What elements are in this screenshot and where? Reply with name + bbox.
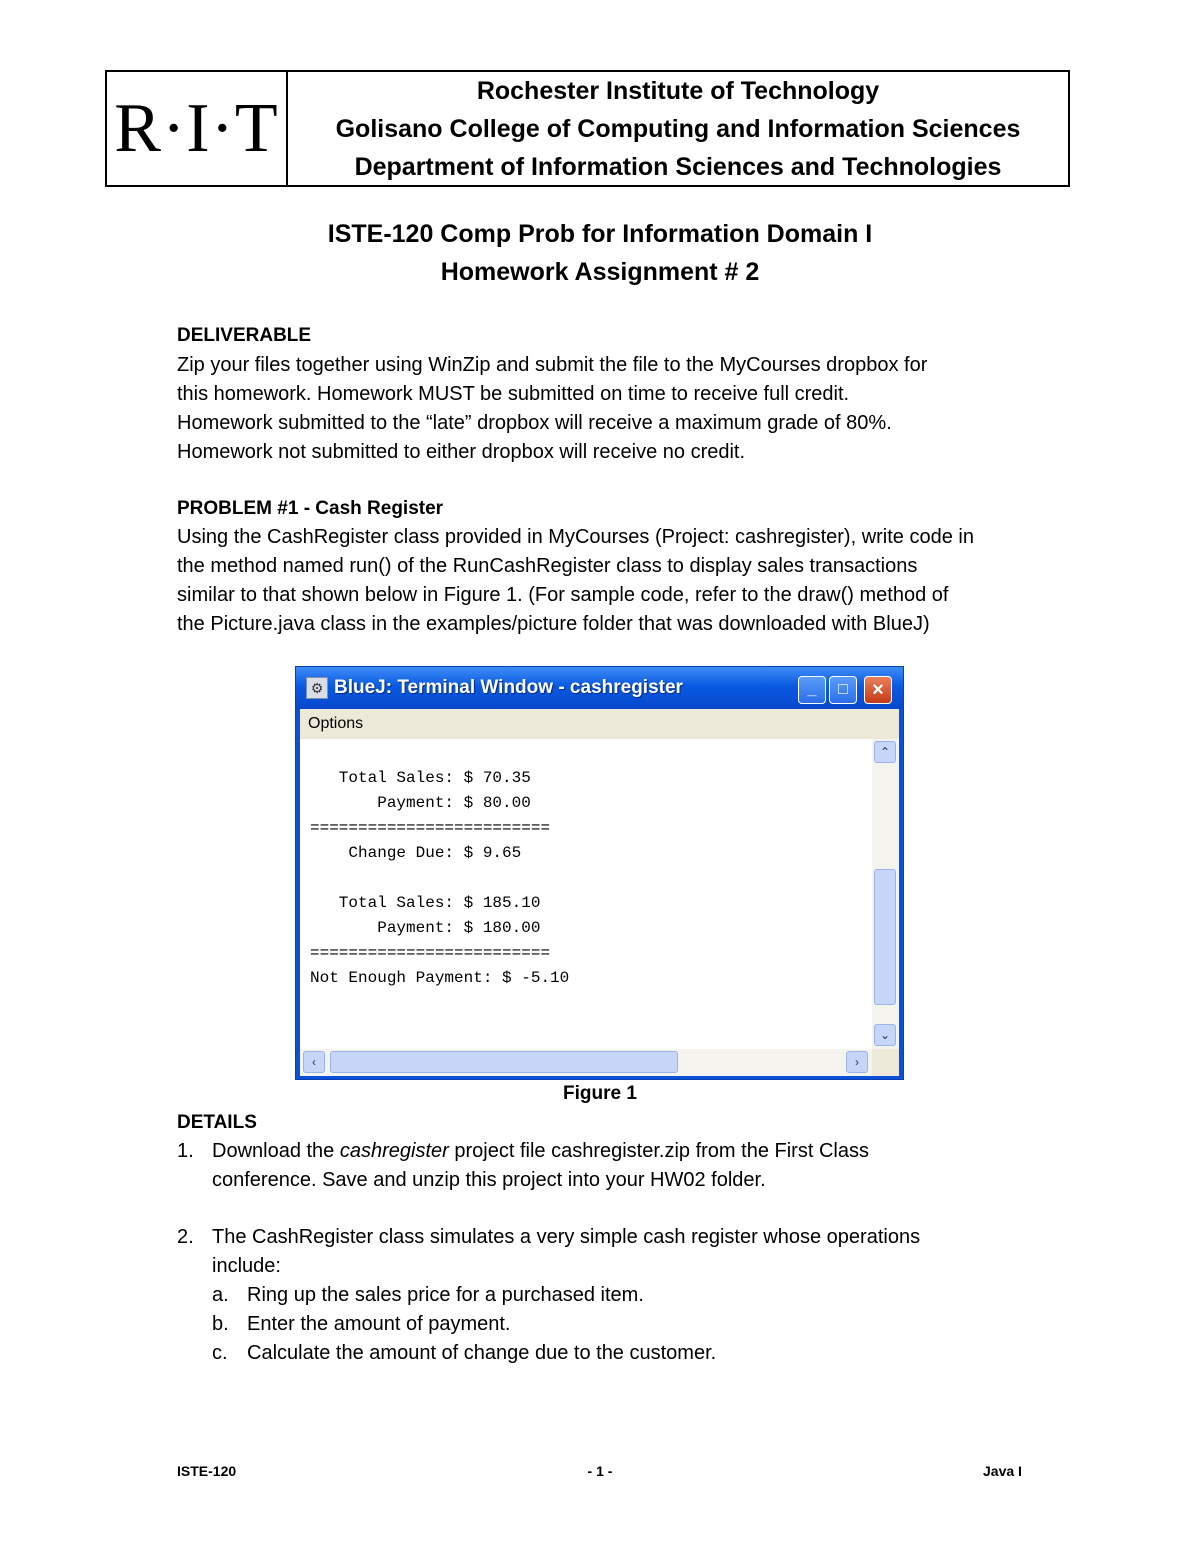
scroll-right-icon[interactable]: › bbox=[846, 1051, 868, 1073]
problem-line: the Picture.java class in the examples/picture folder that was downloaded with BlueJ) bbox=[177, 613, 930, 635]
bluej-app-icon: ⚙ bbox=[306, 677, 328, 699]
vertical-scroll-thumb[interactable] bbox=[874, 869, 896, 1005]
window-title: BlueJ: Terminal Window - cashregister bbox=[334, 677, 683, 698]
rit-logo: R·I·T bbox=[107, 72, 288, 185]
minimize-button[interactable]: _ bbox=[798, 676, 826, 704]
list-item-continuation: conference. Save and unzip this project into your HW02 folder. bbox=[212, 1169, 766, 1191]
terminal-line: Payment: $ 180.00 bbox=[310, 919, 541, 937]
terminal-area bbox=[300, 739, 899, 1076]
college-name: Golisano College of Computing and Information Sciences bbox=[335, 114, 1021, 143]
deliverable-line: this homework. Homework MUST be submitted on time to receive full credit. bbox=[177, 383, 850, 405]
horizontal-scroll-thumb[interactable] bbox=[330, 1051, 678, 1073]
problem-line: the method named run() of the RunCashRegister class to display sales transactions bbox=[177, 555, 918, 577]
department-name: Department of Information Sciences and Technologies bbox=[354, 152, 1002, 181]
institute-name: Rochester Institute of Technology bbox=[476, 76, 880, 105]
terminal-line: Not Enough Payment: $ -5.10 bbox=[310, 969, 570, 987]
terminal-line: ========================= bbox=[310, 944, 551, 962]
list-number: 1. bbox=[177, 1140, 194, 1162]
terminal-line: ========================= bbox=[310, 819, 551, 837]
footer-left: ISTE-120 bbox=[177, 1463, 237, 1479]
list-item-continuation: include: bbox=[212, 1255, 281, 1277]
scroll-up-icon[interactable]: ⌃ bbox=[874, 741, 896, 763]
scroll-down-icon[interactable]: ⌄ bbox=[874, 1024, 896, 1046]
problem-text bbox=[177, 523, 1057, 639]
menu-options[interactable]: Options bbox=[308, 715, 364, 732]
terminal-output[interactable] bbox=[300, 739, 872, 1049]
header-text bbox=[288, 72, 1068, 185]
course-title: ISTE-120 Comp Prob for Information Domain I bbox=[327, 220, 873, 248]
menu-bar bbox=[300, 709, 899, 739]
scroll-left-icon[interactable]: ‹ bbox=[303, 1051, 325, 1073]
figure-caption: Figure 1 bbox=[563, 1083, 637, 1104]
vertical-scrollbar[interactable] bbox=[872, 739, 899, 1049]
footer-right: Java I bbox=[983, 1463, 1022, 1479]
page-number: - 1 - bbox=[587, 1463, 613, 1479]
deliverable-line: Homework not submitted to either dropbox will receive no credit. bbox=[177, 441, 746, 463]
assignment-title: Homework Assignment # 2 bbox=[440, 258, 760, 286]
problem-line: Using the CashRegister class provided in MyCourses (Project: cashregister), write code in bbox=[177, 526, 974, 548]
terminal-line: Total Sales: $ 185.10 bbox=[310, 894, 541, 912]
terminal-line: Change Due: $ 9.65 bbox=[310, 844, 522, 862]
project-name: cashregister bbox=[339, 1140, 449, 1162]
deliverable-text bbox=[177, 351, 1057, 467]
horizontal-scrollbar[interactable] bbox=[300, 1049, 872, 1076]
deliverable-line: Homework submitted to the “late” dropbox will receive a maximum grade of 80%. bbox=[177, 412, 892, 434]
problem-heading: PROBLEM #1 - Cash Register bbox=[177, 498, 444, 519]
list-number: 2. bbox=[177, 1226, 194, 1248]
terminal-window bbox=[295, 666, 904, 1080]
details-list: 1. Download the cashregister project file cashregister.zip from the First Class conference. Save and unzip this project into your HW02 folder. 2. The CashRegister class simulates a very simple cash register whose operations include: a. Ring up the sales price for a purchased item. b. Enter the amount of payment. c. Calculate the amount of change due to the customer. bbox=[177, 1137, 1057, 1377]
terminal-line: Payment: $ 80.00 bbox=[310, 794, 531, 812]
deliverable-heading: DELIVERABLE bbox=[177, 325, 312, 346]
close-button[interactable]: × bbox=[864, 676, 892, 704]
details-heading: DETAILS bbox=[177, 1112, 257, 1133]
problem-line: similar to that shown below in Figure 1. (For sample code, refer to the draw() method of bbox=[177, 584, 949, 606]
maximize-button[interactable]: □ bbox=[829, 676, 857, 704]
terminal-line: Total Sales: $ 70.35 bbox=[310, 769, 531, 787]
title-bar bbox=[296, 667, 903, 709]
header-box bbox=[105, 70, 1070, 187]
deliverable-line: Zip your files together using WinZip and submit the file to the MyCourses dropbox for bbox=[177, 354, 928, 376]
